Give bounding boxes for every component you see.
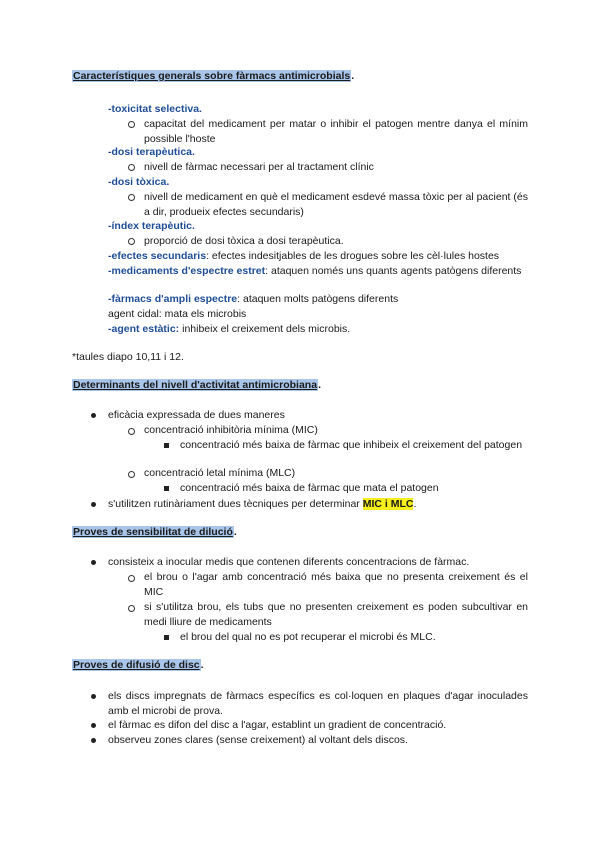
circle-bullet (128, 471, 135, 478)
def-agent-cidal: agent cidal: mata els microbis (108, 308, 247, 320)
circle-bullet (128, 605, 135, 612)
s3-bullet-1: consisteix a inocular medis que contenen diferents concentracions de fàrmac. (108, 556, 470, 568)
circle-bullet (128, 164, 135, 171)
square-bullet (164, 443, 169, 448)
circle-bullet (128, 121, 135, 128)
sub-dosi-terapeutica: nivell de fàrmac necessari per al tractament clínic (144, 161, 374, 173)
circle-bullet (128, 238, 135, 245)
s2-bullet-2: s'utilitzen rutinàriament dues tècniques per determinar MIC i MLC. (108, 498, 417, 510)
s3-circle-2: si s'utilitza brou, els tubs que no presenten creixement es poden subcultivar en medi lliure de medicaments (144, 601, 528, 628)
dot-bullet (91, 738, 96, 743)
note-taules: *taules diapo 10,11 i 12. (72, 351, 184, 363)
s2-square-2: concentració més baixa de fàrmac que mata el patogen (180, 482, 439, 494)
circle-bullet (128, 428, 135, 435)
s4-bullet-3: observeu zones clares (sense creixement) al voltant dels discos. (108, 734, 408, 746)
term-toxicitat: -toxicitat selectiva. (108, 103, 202, 115)
section-heading-1: Característiques generals sobre fàrmacs antimicrobials. (73, 70, 355, 82)
section-heading-2: Determinants del nivell d'activitat antimicrobiana. (73, 379, 321, 391)
s4-bullet-1: els discs impregnats de fàrmacs específics es col·loquen en plaques d'agar inoculades amb el microbi de prova. (108, 690, 528, 717)
square-bullet (164, 486, 169, 491)
def-espectre-estret: -medicaments d'espectre estret: ataquen només uns quants agents patògens diferents (108, 265, 522, 277)
dot-bullet (91, 413, 96, 418)
section-heading-3: Proves de sensibilitat de dilució. (73, 526, 237, 538)
s2-circle-2: concentració letal mínima (MLC) (144, 467, 296, 479)
def-agent-estatic: -agent estàtic: inhibeix el creixement dels microbis. (108, 323, 351, 335)
term-index-terapeutic: -índex terapèutic. (108, 220, 195, 232)
s2-bullet-1: eficàcia expressada de dues maneres (108, 409, 285, 421)
s2-square-1: concentració més baixa de fàrmac que inhibeix el creixement del patogen (180, 439, 523, 451)
dot-bullet (91, 560, 96, 565)
sub-dosi-toxica: nivell de medicament en què el medicament esdevé massa tòxic per al pacient (és a dir, produeix efectes secundaris) (144, 191, 528, 218)
sub-toxicitat: capacitat del medicament per matar o inhibir el patogen mentre danya el mínim possible l'hoste (144, 118, 528, 145)
def-ampli-espectre: -fàrmacs d'ampli espectre: ataquen molts patògens diferents (108, 293, 399, 305)
dot-bullet (91, 723, 96, 728)
s3-circle-1: el brou o l'agar amb concentració més baixa que no presenta creixement és el MIC (144, 571, 528, 598)
circle-bullet (128, 575, 135, 582)
def-efectes-secundaris: -efectes secundaris: efectes indesitjables de les drogues sobre les cèl·lules hostes (108, 250, 500, 262)
s3-square-1: el brou del qual no es pot recuperar el microbi és MLC. (180, 631, 436, 643)
dot-bullet (91, 694, 96, 699)
term-dosi-terapeutica: -dosi terapèutica. (108, 146, 195, 158)
sub-index-terapeutic: proporció de dosi tòxica a dosi terapèutica. (144, 235, 344, 247)
circle-bullet (128, 194, 135, 201)
s2-circle-1: concentració inhibitòria mínima (MIC) (144, 424, 318, 436)
section-heading-4: Proves de difusió de disc. (73, 659, 204, 671)
s4-bullet-2: el fàrmac es difon del disc a l'agar, establint un gradient de concentració. (108, 719, 447, 731)
square-bullet (164, 635, 169, 640)
term-dosi-toxica: -dosi tòxica. (108, 176, 170, 188)
dot-bullet (91, 502, 96, 507)
